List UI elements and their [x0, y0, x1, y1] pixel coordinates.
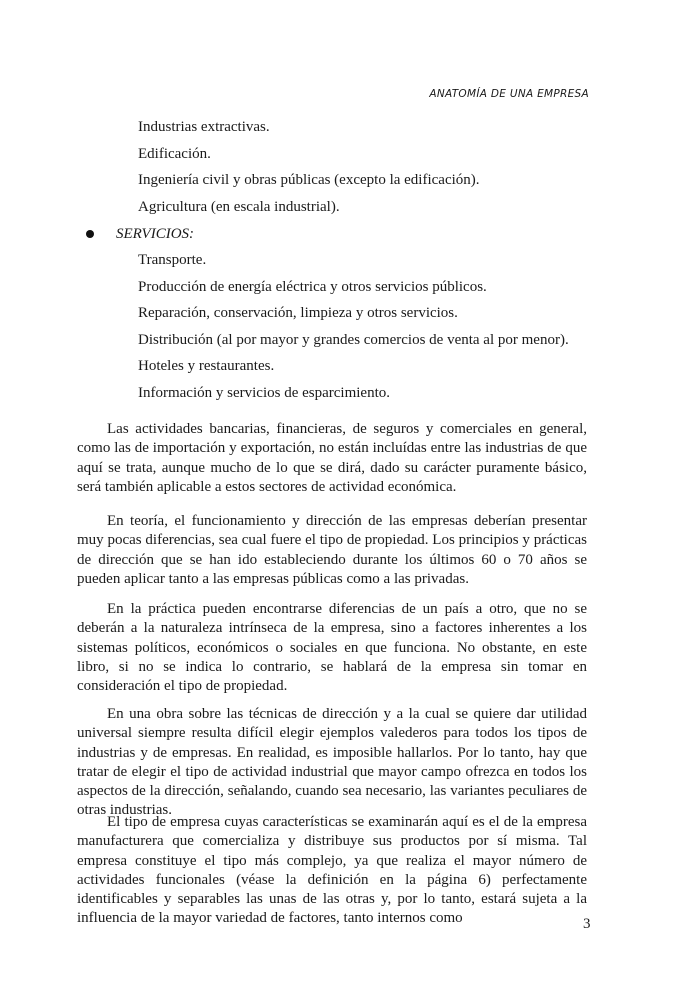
list-item: Distribución (al por mayor y grandes comercios de venta al por menor).: [138, 331, 569, 348]
running-header: ANATOMÍA DE UNA EMPRESA: [429, 88, 589, 100]
paragraph: En teoría, el funcionamiento y dirección de las empresas deberían presentar muy pocas diferencias, sea cual fuere el tipo de propiedad. Los principios y prácticas de dirección que se han ido estableciendo durante los últimos 60 o 70 años se pueden aplicar tanto a las empresas públicas como a las privadas.: [77, 513, 587, 587]
list-item: Producción de energía eléctrica y otros servicios públicos.: [138, 278, 487, 295]
page-number: 3: [583, 916, 591, 932]
paragraph: Las actividades bancarias, financieras, de seguros y comerciales en general, como las de importación y exportación, no están incluídas entre las industrias de que aquí se trata, aunque mucho de lo que se dirá, dado su carácter puramente básico, será también aplicable a estos sectores de actividad económica.: [77, 421, 587, 495]
list-item: Transporte.: [138, 252, 207, 268]
services-heading: SERVICIOS:: [116, 226, 195, 242]
services-list: [138, 250, 569, 409]
paragraph: En una obra sobre las técnicas de dirección y a la cual se quiere dar utilidad universal siempre resulta difícil elegir ejemplos valederos para todos los tipos de industrias y de empresas. En realidad, es imposible hallarlos. Por lo tanto, hay que tratar de elegir el tipo de actividad industrial que mayor campo ofrezca en todos los aspectos de la dirección, señalando, cuando sea necesario, las variantes peculiares de otras industrias.: [77, 706, 587, 819]
list-item: Agricultura (en escala industrial).: [138, 198, 340, 215]
paragraph: El tipo de empresa cuyas características se examinarán aquí es el de la empresa manufacturera que comercializa y distribuye sus productos por sí misma. Tal empresa constituye el tipo más complejo, ya que realiza el mayor número de actividades funcionales (véase la definición en la página 6) perfectamente identificables y separables las unas de las otras y, por lo tanto, estará sujeta a la influencia de la mayor variedad de factores, tanto internos como: [77, 814, 587, 927]
list-item: Hoteles y restaurantes.: [138, 358, 275, 374]
paragraph: En la práctica pueden encontrarse diferencias de un país a otro, que no se deberán a la naturaleza intrínseca de la empresa, sino a factores inherentes a los sistemas políticos, económicos o sociales en que funciona. No obstante, en este libro, si no se indica lo contrario, se hablará de la empresa sin tomar en consideración el tipo de propiedad.: [77, 601, 587, 695]
list-item: Industrias extractivas.: [138, 119, 270, 135]
list-item: Ingeniería civil y obras públicas (excepto la edificación).: [138, 172, 480, 188]
list-item: Información y servicios de esparcimiento.: [138, 384, 390, 401]
industry-list: [138, 117, 480, 223]
list-item: Edificación.: [138, 145, 211, 162]
bullet-icon: [86, 230, 94, 238]
list-item: Reparación, conservación, limpieza y otros servicios.: [138, 305, 458, 321]
